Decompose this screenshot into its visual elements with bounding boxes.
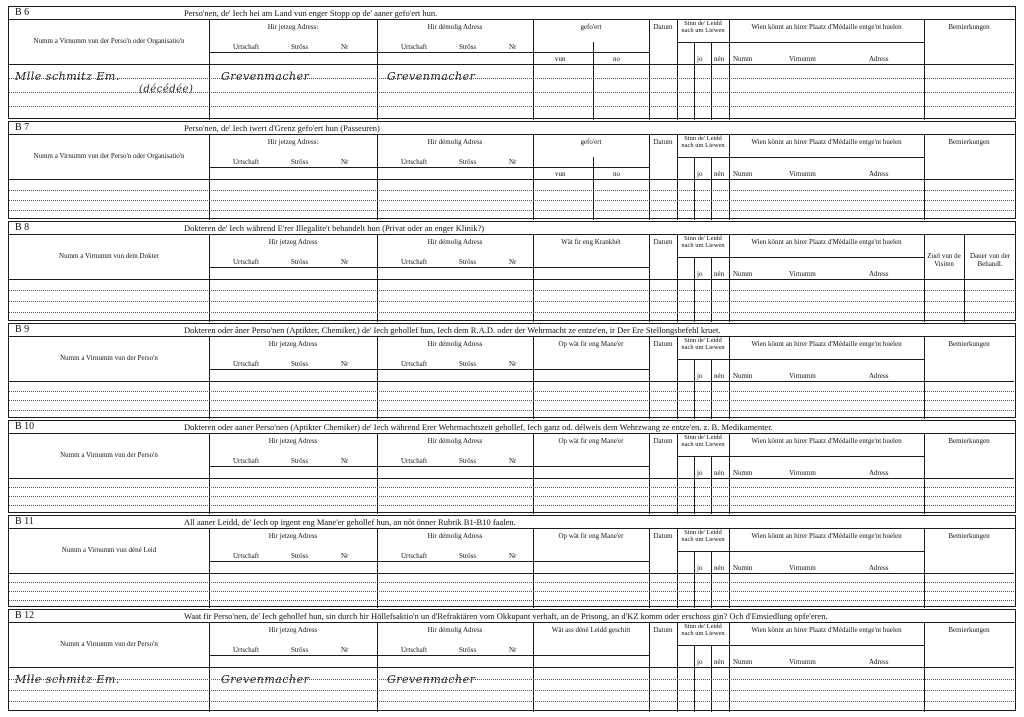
- name-column-header: Numm a Virnumm vun der Perso'n oder Organisatio'n: [33, 152, 185, 160]
- handwritten-former-address: Grevenmacher: [387, 70, 476, 83]
- date-header: Datum: [653, 340, 673, 348]
- number-subheader: Nr: [341, 552, 349, 560]
- medal-header: Wien könnt an hirer Plaatz d'Médaille entge'nt huelen: [751, 626, 902, 634]
- alive-header: Sinn de' Leidd nach um Liewen: [681, 434, 725, 448]
- medal-header: Wien könnt an hirer Plaatz d'Médaille entge'nt huelen: [751, 138, 902, 146]
- medal-header: Wien könnt an hirer Plaatz d'Médaille entge'nt huelen: [751, 340, 902, 348]
- row-divider: [9, 279, 1014, 280]
- town-subheader: Urtschaft: [401, 158, 428, 166]
- row-divider: [9, 667, 1014, 668]
- medal-address-subheader: Adress: [869, 372, 889, 380]
- entry-line: [9, 410, 1014, 411]
- name-column-header: Numm a Virnumm vun déné Leid: [61, 546, 157, 554]
- column-divider: [924, 134, 925, 220]
- medal-address-subheader: Adress: [869, 469, 889, 477]
- section-b12: [8, 609, 1016, 711]
- column-divider: [649, 234, 650, 322]
- section-code: B 7: [15, 122, 30, 133]
- row-divider: [533, 561, 649, 562]
- name-column-header: Numm a Virnumm vun der Perso'n oder Organisatio'n: [33, 37, 185, 45]
- column-divider: [533, 528, 534, 608]
- town-subheader: Urtschaft: [401, 360, 428, 368]
- street-subheader: Ströss: [459, 43, 477, 51]
- remarks-header: Bemierkungen: [948, 340, 990, 348]
- number-subheader: Nr: [341, 43, 349, 51]
- section-header: [9, 7, 1015, 20]
- street-subheader: Ströss: [459, 457, 477, 465]
- row-divider: [533, 167, 649, 168]
- street-subheader: Ströss: [291, 457, 309, 465]
- section-header: [9, 324, 1015, 337]
- street-subheader: Ströss: [291, 158, 309, 166]
- current-address-header: Hir jetzeg Adress: [268, 340, 318, 348]
- handwritten-name: Mlle schmitz Em.: [15, 673, 120, 686]
- column-divider: [649, 336, 650, 419]
- column-divider: [649, 19, 650, 120]
- section-header: [9, 516, 1015, 529]
- row-divider: [209, 267, 533, 268]
- name-column-header: Numm a Virnumm vun der Perso'n: [60, 451, 158, 459]
- current-address-header: Hir jetzeg Adress: [268, 626, 318, 634]
- medal-address-subheader: Adress: [869, 170, 889, 178]
- former-address-header: Hir démolig Adress: [427, 626, 483, 634]
- entry-line: [9, 200, 1014, 201]
- date-header: Datum: [653, 138, 673, 146]
- row-divider: [677, 157, 729, 158]
- entry-line: [9, 400, 1014, 401]
- remarks-header: Bemierkungen: [948, 532, 990, 540]
- section-code: B 6: [15, 7, 30, 18]
- medal-firstname-subheader: Virnumm: [789, 564, 816, 572]
- row-divider: [533, 655, 649, 656]
- column-divider: [694, 42, 695, 120]
- entry-line: [9, 391, 1014, 392]
- entry-line: [9, 701, 1014, 702]
- alive-yes-label: jo: [697, 270, 703, 278]
- name-column-header: Numm a Virnumm vun dem Dokter: [59, 252, 159, 260]
- current-address-header: Hir jetzeg Adress: [268, 238, 318, 246]
- column-divider: [924, 19, 925, 120]
- town-subheader: Urtschaft: [233, 43, 260, 51]
- name-column-header: Numm a Virnumm vun der Perso'n: [60, 354, 158, 362]
- alive-no-label: nén: [714, 658, 725, 666]
- section-title: Dokteren oder âner Perso'nen (Aptikter, Chemiker,) de' Iech gehollef hun, Iech dem R.A.D. oder der Wehrmacht ze entze'en, ir Der Ere Stellongsbefehl kruet.: [184, 325, 721, 335]
- medal-firstname-subheader: Virnumm: [789, 469, 816, 477]
- entry-line: [9, 505, 1014, 506]
- row-divider: [677, 456, 729, 457]
- alive-no-label: nén: [714, 469, 725, 477]
- number-subheader: Nr: [341, 457, 349, 465]
- street-subheader: Ströss: [459, 360, 477, 368]
- alive-header: Sinn de' Leidd nach um Liewen: [681, 623, 725, 637]
- medal-name-subheader: Numm: [733, 658, 753, 666]
- alive-yes-label: jo: [697, 658, 703, 666]
- street-subheader: Ströss: [291, 360, 309, 368]
- column-divider: [677, 528, 678, 608]
- column-divider: [677, 19, 678, 120]
- street-subheader: Ströss: [459, 258, 477, 266]
- entry-line: [9, 190, 1014, 191]
- entry-line: [9, 591, 1014, 592]
- column-divider: [209, 528, 210, 608]
- handwritten-current-address: Grevenmacher: [221, 70, 310, 83]
- detail-header: Op wät fir eng Mane'er: [558, 437, 624, 445]
- street-subheader: Ströss: [291, 258, 309, 266]
- remarks-header: Bemierkungen: [948, 138, 990, 146]
- entry-line: [9, 210, 1014, 211]
- medal-address-subheader: Adress: [869, 564, 889, 572]
- row-divider: [729, 645, 924, 646]
- column-divider: [533, 19, 534, 120]
- former-address-header: Hir démolig Adress: [427, 138, 483, 146]
- town-subheader: Urtschaft: [233, 646, 260, 654]
- column-divider: [377, 433, 378, 514]
- row-divider: [677, 551, 729, 552]
- column-divider: [377, 134, 378, 220]
- street-subheader: Ströss: [459, 552, 477, 560]
- visits-header: Zuel vun de Visiten: [927, 252, 961, 268]
- town-subheader: Urtschaft: [401, 646, 428, 654]
- section-code: B 11: [15, 516, 34, 527]
- alive-header: Sinn de' Leidd nach um Liewen: [681, 20, 725, 34]
- medal-firstname-subheader: Virnumm: [789, 170, 816, 178]
- column-divider: [649, 433, 650, 514]
- town-subheader: Urtschaft: [401, 43, 428, 51]
- number-subheader: Nr: [341, 258, 349, 266]
- date-header: Datum: [653, 532, 673, 540]
- row-divider: [9, 478, 1014, 479]
- column-divider: [729, 234, 730, 322]
- town-subheader: Urtschaft: [233, 552, 260, 560]
- row-divider: [209, 561, 533, 562]
- column-divider: [677, 134, 678, 220]
- date-header: Datum: [653, 238, 673, 246]
- row-divider: [209, 655, 533, 656]
- number-subheader: Nr: [509, 43, 517, 51]
- handwritten-note: (décédée): [139, 84, 194, 95]
- street-subheader: Ströss: [291, 552, 309, 560]
- town-subheader: Urtschaft: [233, 360, 260, 368]
- entry-line: [9, 312, 1014, 313]
- alive-yes-label: jo: [697, 372, 703, 380]
- town-subheader: Urtschaft: [233, 258, 260, 266]
- section-code: B 9: [15, 324, 30, 335]
- row-divider: [533, 369, 649, 370]
- medal-header: Wien könnt an hirer Plaatz d'Médaille entge'nt huelen: [751, 437, 902, 445]
- column-divider: [649, 528, 650, 608]
- alive-no-label: nén: [714, 170, 725, 178]
- row-divider: [677, 645, 729, 646]
- alive-no-label: nén: [714, 55, 725, 63]
- row-divider: [533, 52, 649, 53]
- section-title: Dokteren de' Iech während E'rer Illegalite't behandelt hun (Privat oder an enger Klinik?): [184, 223, 485, 233]
- row-divider: [209, 369, 533, 370]
- row-divider: [209, 466, 533, 467]
- column-divider: [649, 134, 650, 220]
- medal-firstname-subheader: Virnumm: [789, 372, 816, 380]
- column-divider: [729, 134, 730, 220]
- section-b10: [8, 420, 1016, 513]
- row-divider: [533, 466, 649, 467]
- medal-address-subheader: Adress: [869, 658, 889, 666]
- column-divider: [377, 528, 378, 608]
- date-header: Datum: [653, 626, 673, 634]
- number-subheader: Nr: [341, 360, 349, 368]
- number-subheader: Nr: [509, 360, 517, 368]
- row-divider: [533, 267, 649, 268]
- section-header: [9, 421, 1015, 434]
- medal-header: Wien könnt an hirer Plaatz d'Médaille entge'nt huelen: [751, 23, 902, 31]
- column-divider: [711, 42, 712, 120]
- alive-yes-label: jo: [697, 564, 703, 572]
- column-divider: [593, 157, 594, 220]
- column-divider: [533, 234, 534, 322]
- medal-address-subheader: Adress: [869, 55, 889, 63]
- date-header: Datum: [653, 437, 673, 445]
- remarks-header: Bemierkungen: [948, 626, 990, 634]
- town-subheader: Urtschaft: [233, 457, 260, 465]
- column-divider: [729, 19, 730, 120]
- transport-to-subheader: no: [613, 170, 620, 178]
- alive-header: Sinn de' Leidd nach um Liewen: [681, 529, 725, 543]
- column-divider: [533, 134, 534, 220]
- column-divider: [209, 234, 210, 322]
- entry-line: [9, 487, 1014, 488]
- entry-line: [9, 301, 1014, 302]
- medal-name-subheader: Numm: [733, 372, 753, 380]
- entry-line: [9, 496, 1014, 497]
- former-address-header: Hir démolig Adress: [427, 340, 483, 348]
- medal-firstname-subheader: Virnumm: [789, 270, 816, 278]
- street-subheader: Ströss: [291, 646, 309, 654]
- medal-address-subheader: Adress: [869, 270, 889, 278]
- column-divider: [677, 234, 678, 322]
- entry-line: [9, 106, 1014, 107]
- former-address-header: Hir démolig Adress: [427, 437, 483, 445]
- column-divider: [209, 19, 210, 120]
- column-divider: [924, 433, 925, 514]
- row-divider: [9, 64, 1014, 65]
- column-divider: [209, 336, 210, 419]
- medal-header: Wien könnt an hirer Plaatz d'Médaille entge'nt huelen: [751, 238, 902, 246]
- medal-name-subheader: Numm: [733, 564, 753, 572]
- medal-name-subheader: Numm: [733, 469, 753, 477]
- date-header: Datum: [653, 23, 673, 31]
- entry-line: [9, 78, 1014, 79]
- number-subheader: Nr: [509, 258, 517, 266]
- section-b7: [8, 121, 1016, 219]
- town-subheader: Urtschaft: [401, 457, 428, 465]
- number-subheader: Nr: [341, 646, 349, 654]
- row-divider: [729, 359, 924, 360]
- number-subheader: Nr: [509, 158, 517, 166]
- section-b9: [8, 323, 1016, 418]
- column-divider: [377, 234, 378, 322]
- number-subheader: Nr: [509, 457, 517, 465]
- street-subheader: Ströss: [291, 43, 309, 51]
- entry-line: [9, 600, 1014, 601]
- column-divider: [533, 433, 534, 514]
- medal-firstname-subheader: Virnumm: [789, 55, 816, 63]
- current-address-header: Hir jetzeg Adress:: [267, 23, 319, 31]
- medal-header: Wien könnt an hirer Plaatz d'Médaille entge'nt huelen: [751, 532, 902, 540]
- street-subheader: Ströss: [459, 158, 477, 166]
- transport-from-subheader: vun: [555, 55, 566, 63]
- medal-firstname-subheader: Virnumm: [789, 658, 816, 666]
- detail-header: Wät ass déné Leidd geschitt: [551, 626, 631, 634]
- alive-no-label: nén: [714, 270, 725, 278]
- entry-line: [9, 290, 1014, 291]
- alive-header: Sinn de' Leidd nach um Liewen: [681, 337, 725, 351]
- section-title: Waat fir Perso'nen, de' Iech gehollef hun, sin durch hir Höllefsaktio'n un d'Refraktären vom Okkupant verhaft, an de Prisong, an d'KZ komm oder erschoss gin? Och d'Emsiedlung opfe'eren.: [184, 611, 828, 621]
- row-divider: [209, 52, 533, 53]
- column-divider: [533, 336, 534, 419]
- duration-header: Dauer vun der Behandl.: [969, 252, 1011, 268]
- column-divider: [924, 234, 925, 322]
- town-subheader: Urtschaft: [401, 258, 428, 266]
- column-divider: [677, 433, 678, 514]
- section-code: B 10: [15, 421, 35, 432]
- street-subheader: Ströss: [459, 646, 477, 654]
- handwritten-name: Mlle schmitz Em.: [15, 70, 120, 83]
- row-divider: [9, 179, 1014, 180]
- transport-from-subheader: vun: [555, 170, 566, 178]
- transport-header: gefo'ert: [580, 138, 602, 146]
- entry-line: [9, 690, 1014, 691]
- current-address-header: Hir jetzeg Adress: [268, 437, 318, 445]
- row-divider: [9, 381, 1014, 382]
- former-address-header: Hir démolig Adress: [427, 532, 483, 540]
- column-divider: [729, 528, 730, 608]
- column-divider: [677, 336, 678, 419]
- row-divider: [677, 359, 729, 360]
- row-divider: [677, 42, 729, 43]
- former-address-header: Hir démolig Adress: [427, 238, 483, 246]
- column-divider: [729, 336, 730, 419]
- column-divider: [924, 528, 925, 608]
- row-divider: [209, 167, 533, 168]
- current-address-header: Hir jetzeg Adress: [268, 532, 318, 540]
- alive-no-label: nén: [714, 372, 725, 380]
- column-divider: [209, 433, 210, 514]
- medal-name-subheader: Numm: [733, 170, 753, 178]
- column-divider: [377, 19, 378, 120]
- former-address-header: Hir démolig Adress: [427, 23, 483, 31]
- section-code: B 12: [15, 610, 35, 621]
- column-divider: [593, 42, 594, 120]
- detail-header: Wät fir eng Krankhét: [561, 238, 621, 246]
- section-b11: [8, 515, 1016, 607]
- section-title: Perso'nen, de' Iech iwert d'Grenz gefo'ert hun (Passeuren): [184, 123, 380, 133]
- column-divider: [377, 336, 378, 419]
- entry-line: [9, 582, 1014, 583]
- remarks-header: Bemierkungen: [948, 23, 990, 31]
- section-title: Perso'nen, de' Iech hei am Land vun enger Stopp op de' aaner gefo'ert hun.: [184, 8, 438, 18]
- handwritten-former-address: Grevenmacher: [387, 673, 476, 686]
- row-divider: [9, 573, 1014, 574]
- medal-name-subheader: Numm: [733, 270, 753, 278]
- detail-header: Op wät fir eng Mane'er: [558, 532, 624, 540]
- row-divider: [729, 551, 924, 552]
- section-b8: [8, 221, 1016, 321]
- section-header: [9, 122, 1015, 135]
- section-header: [9, 610, 1015, 623]
- row-divider: [729, 157, 924, 158]
- row-divider: [729, 257, 924, 258]
- handwritten-current-address: Grevenmacher: [221, 673, 310, 686]
- alive-yes-label: jo: [697, 170, 703, 178]
- entry-line: [9, 679, 1014, 680]
- alive-yes-label: jo: [697, 469, 703, 477]
- number-subheader: Nr: [341, 158, 349, 166]
- section-header: [9, 222, 1015, 235]
- medal-name-subheader: Numm: [733, 55, 753, 63]
- row-divider: [729, 456, 924, 457]
- section-code: B 8: [15, 222, 30, 233]
- remarks-header: Bemierkungen: [948, 437, 990, 445]
- number-subheader: Nr: [509, 552, 517, 560]
- section-title: Dokteren oder aaner Perso'nen (Aptikter Chemiker) de' Iech während Erer Wehrmachtszeit gehollef, Iech ganz od. délweis dem Wehrzwang ze entze'en. z. B. Medikamenter.: [184, 422, 773, 432]
- transport-header: gefo'ert: [580, 23, 602, 31]
- alive-header: Sinn de' Leidd nach um Liewen: [681, 235, 725, 249]
- row-divider: [677, 257, 729, 258]
- name-column-header: Numm a Virnumm vun der Perso'n: [60, 640, 158, 648]
- alive-header: Sinn de' Leidd nach um Liewen: [681, 135, 725, 149]
- section-b6: [8, 6, 1016, 119]
- current-address-header: Hir jetzeg Adress:: [267, 138, 319, 146]
- transport-to-subheader: no: [613, 55, 620, 63]
- column-divider: [729, 433, 730, 514]
- column-divider: [209, 134, 210, 220]
- town-subheader: Urtschaft: [233, 158, 260, 166]
- detail-header: Op wät fir eng Mane'er: [558, 340, 624, 348]
- town-subheader: Urtschaft: [401, 552, 428, 560]
- column-divider: [924, 336, 925, 419]
- section-title: All aaner Leidd, de' Iech op irgent eng Mane'er gehollef hun, an nöt önner Rubrik B1-B10 faalen.: [184, 517, 516, 527]
- alive-no-label: nén: [714, 564, 725, 572]
- alive-yes-label: jo: [697, 55, 703, 63]
- number-subheader: Nr: [509, 646, 517, 654]
- column-divider: [964, 234, 965, 322]
- row-divider: [729, 42, 924, 43]
